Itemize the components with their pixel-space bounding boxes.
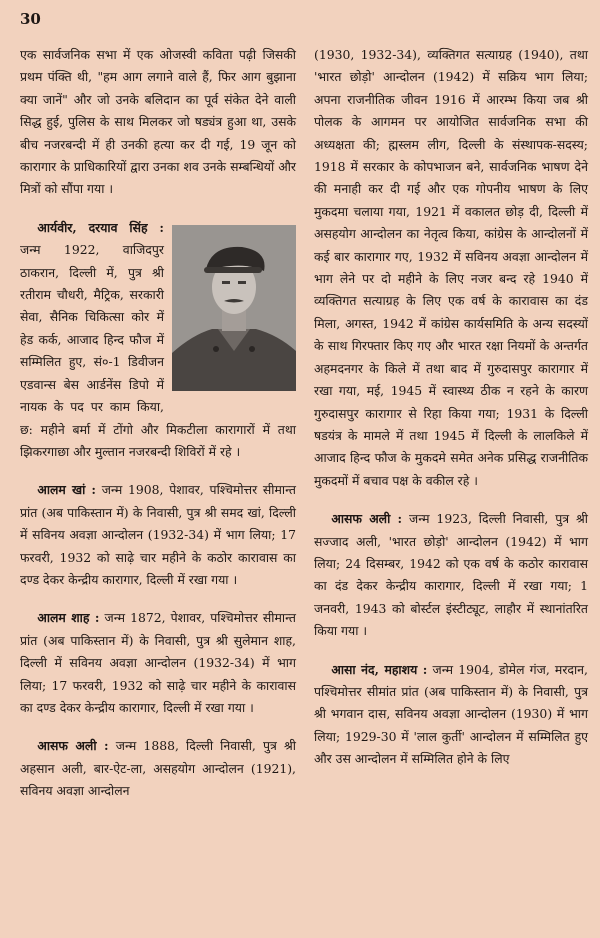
page-number: 30 xyxy=(20,10,41,28)
entry-alam-khan xyxy=(20,479,296,591)
entry-text: जन्म 1923, दिल्ली निवासी, पुत्र श्री सज्जाद अली, 'भारत छोड़ो' आन्दोलन (1942) में भाग लिया; 24 दिसम्बर, 1942 को एक वर्ष के कठोर कारावास का दंड देकर केन्द्रीय कारागार, दिल्ली में रखा गया; 1 जनवरी, 1943 को बोर्स्टल इंस्टीट्यूट, लाहौर में स्थानांतरित किया गया । xyxy=(314,511,588,639)
entry-asa-nand xyxy=(314,659,588,771)
entry-text: जन्म 1888, दिल्ली निवासी, पुत्र श्री अहसान अली, बार-ऐट-ला, असहयोग आन्दोलन (1921), सविनय अवज्ञा आन्दोलन xyxy=(20,738,296,799)
entry-name: आसफ अली : xyxy=(331,511,403,527)
portrait-photo-icon xyxy=(172,225,296,391)
entry-text: जन्म 1922, वाजिदपुर ठाकरान, दिल्ली में, पुत्र श्री रतीराम चौधरी, मैट्रिक, सरकारी सेवा, सैनिक चिकित्सा कोर में हेड कर्क, आजाद हिन्द फौज में सम्मिलित हुए, सं०-1 डिवीजन एडवान्स बेस आर्डनेंस डिपो में नायक के पद पर काम किया, छ: महीने बर्मा में टोंगो और मिकटीला कारागारों में तथा झिकरगाछा और मुल्तान नजरबन्दी शिविरों में रहे । xyxy=(20,242,296,459)
entry-text: जन्म 1908, पेशावर, पश्चिमोत्तर सीमान्त प्रांत (अब पाकिस्तान में) के निवासी, पुत्र श्री समद खां, दिल्ली में सविनय अवज्ञा आन्दोलन (1932-34) में भाग लिया; 17 फरवरी, 1932 को साढ़े चार महीने के कठोर कारावास का दण्ड देकर केन्द्रीय कारागार, दिल्ली में रखा गया । xyxy=(20,482,296,587)
entry-name: आसा नंद, महाशय : xyxy=(331,661,428,677)
left-column xyxy=(20,44,296,803)
entry-text: जन्म 1904, डोमेल गंज, मरदान, पश्चिमोत्तर सीमांत प्रांत (अब पाकिस्तान में) के निवासी, पुत्र श्री भगवान दास, सविनय अवज्ञा आन्दोलन (1930) में भाग लिया; 1929-30 में 'लाल कुर्ती' आन्दोलन में सम्मिलित हुए और उस आन्दोलन में सम्मिलित होने के लिए xyxy=(314,661,588,767)
entry-aryavir xyxy=(20,217,296,463)
right-column xyxy=(314,44,588,771)
continuation-paragraph: (1930, 1932-34), व्यक्तिगत सत्याग्रह (1940), तथा 'भारत छोड़ो' आन्दोलन (1942) में सक्रिय भाग लिया; अपना राजनीतिक जीवन 1916 में आरम्भ किया जब श्री पोलक के आगमन पर आयोजित सार्वजनिक सभा की अध्यक्षता की; ह्मस्लम लीग, दिल्ली के संस्थापक-सदस्य; 1918 में सरकार के कोपभाजन बने, सार्वजनिक भाषण देने की मनाही कर दी गई और एक गोपनीय भाषण के लिए मुकदमा चलाया गया, 1921 में वकालत छोड़ दी, दिल्ली में असहयोग आन्दोलन का नेतृत्व किया, कांग्रेस के आन्दोलनों में कई बार कारागार गए, 1932 में सविनय अवज्ञा आन्दोलन में भाग लेने पर दो महीने के लिए नजर बन्द रहे 1940 में व्यक्तिगत सत्याग्रह के लिए एक वर्ष के कारावास का दंड मिला, अगस्त, 1942 में कांग्रेस कार्यसमिति के अन्य सदस्यों के साथ गिरफ्तार किए गए और भारत रक्षा नियमों के अन्तर्गत अहमदनगर के किले में तथा बाद में गुरुदासपुर कारागार में रखा गया, मई, 1945 में स्वास्थ्य ठीक न रहने के कारण गुरुदासपुर कारागार से रिहा किया गया; 1931 के दिल्ली षडयंत्र के मामले में तथा 1945 में दिल्ली के लालकिले में आजाद हिन्द फौज के मुकदमे समेत अनेक प्रसिद्ध राजनीतिक मुकदमों में बचाव पक्ष के वकील रहे । xyxy=(314,47,588,488)
entry-name: आलम खां : xyxy=(37,482,96,498)
intro-paragraph: एक सार्वजनिक सभा में एक ओजस्वी कविता पढ़ी जिसकी प्रथम पंक्ति थी, "हम आग लगाने वाले हैं, फिर आग बुझाना क्या जानें" और जो उनके बलिदान का पूर्व संकेत देने वाली सिद्ध हुई, पुलिस के साथ मिलकर जो षड्यंत्र हुआ था, उसके बीच नजरबन्दी में ही उनकी हत्या कर दी गई, 19 जून को कारागार के प्राधिकारियों द्वारा उनका शव उनके सम्बन्धियों और मित्रों को सौंपा गया । xyxy=(20,47,296,197)
entry-text: जन्म 1872, पेशावर, पश्चिमोत्तर सीमान्त प्रांत (अब पाकिस्तान में) के निवासी, पुत्र श्री सुलेमान शाह, दिल्ली में सविनय अवज्ञा आन्दोलन (1932-34) में भाग लिया; 17 फरवरी, 1932 को साढ़े चार महीने के कारावास का दण्ड देकर केन्द्रीय कारागार, दिल्ली में रखा गया । xyxy=(20,610,296,715)
entry-name: आसफ अली : xyxy=(37,738,109,754)
entry-name: आलम शाह : xyxy=(37,610,100,626)
entry-asaf-ali-1923 xyxy=(314,508,588,642)
portrait-photo xyxy=(172,225,296,391)
entry-asaf-ali-1888 xyxy=(20,735,296,802)
entry-name: आर्यवीर, दरयाव सिंह : xyxy=(37,219,164,235)
entry-alam-shah xyxy=(20,607,296,719)
